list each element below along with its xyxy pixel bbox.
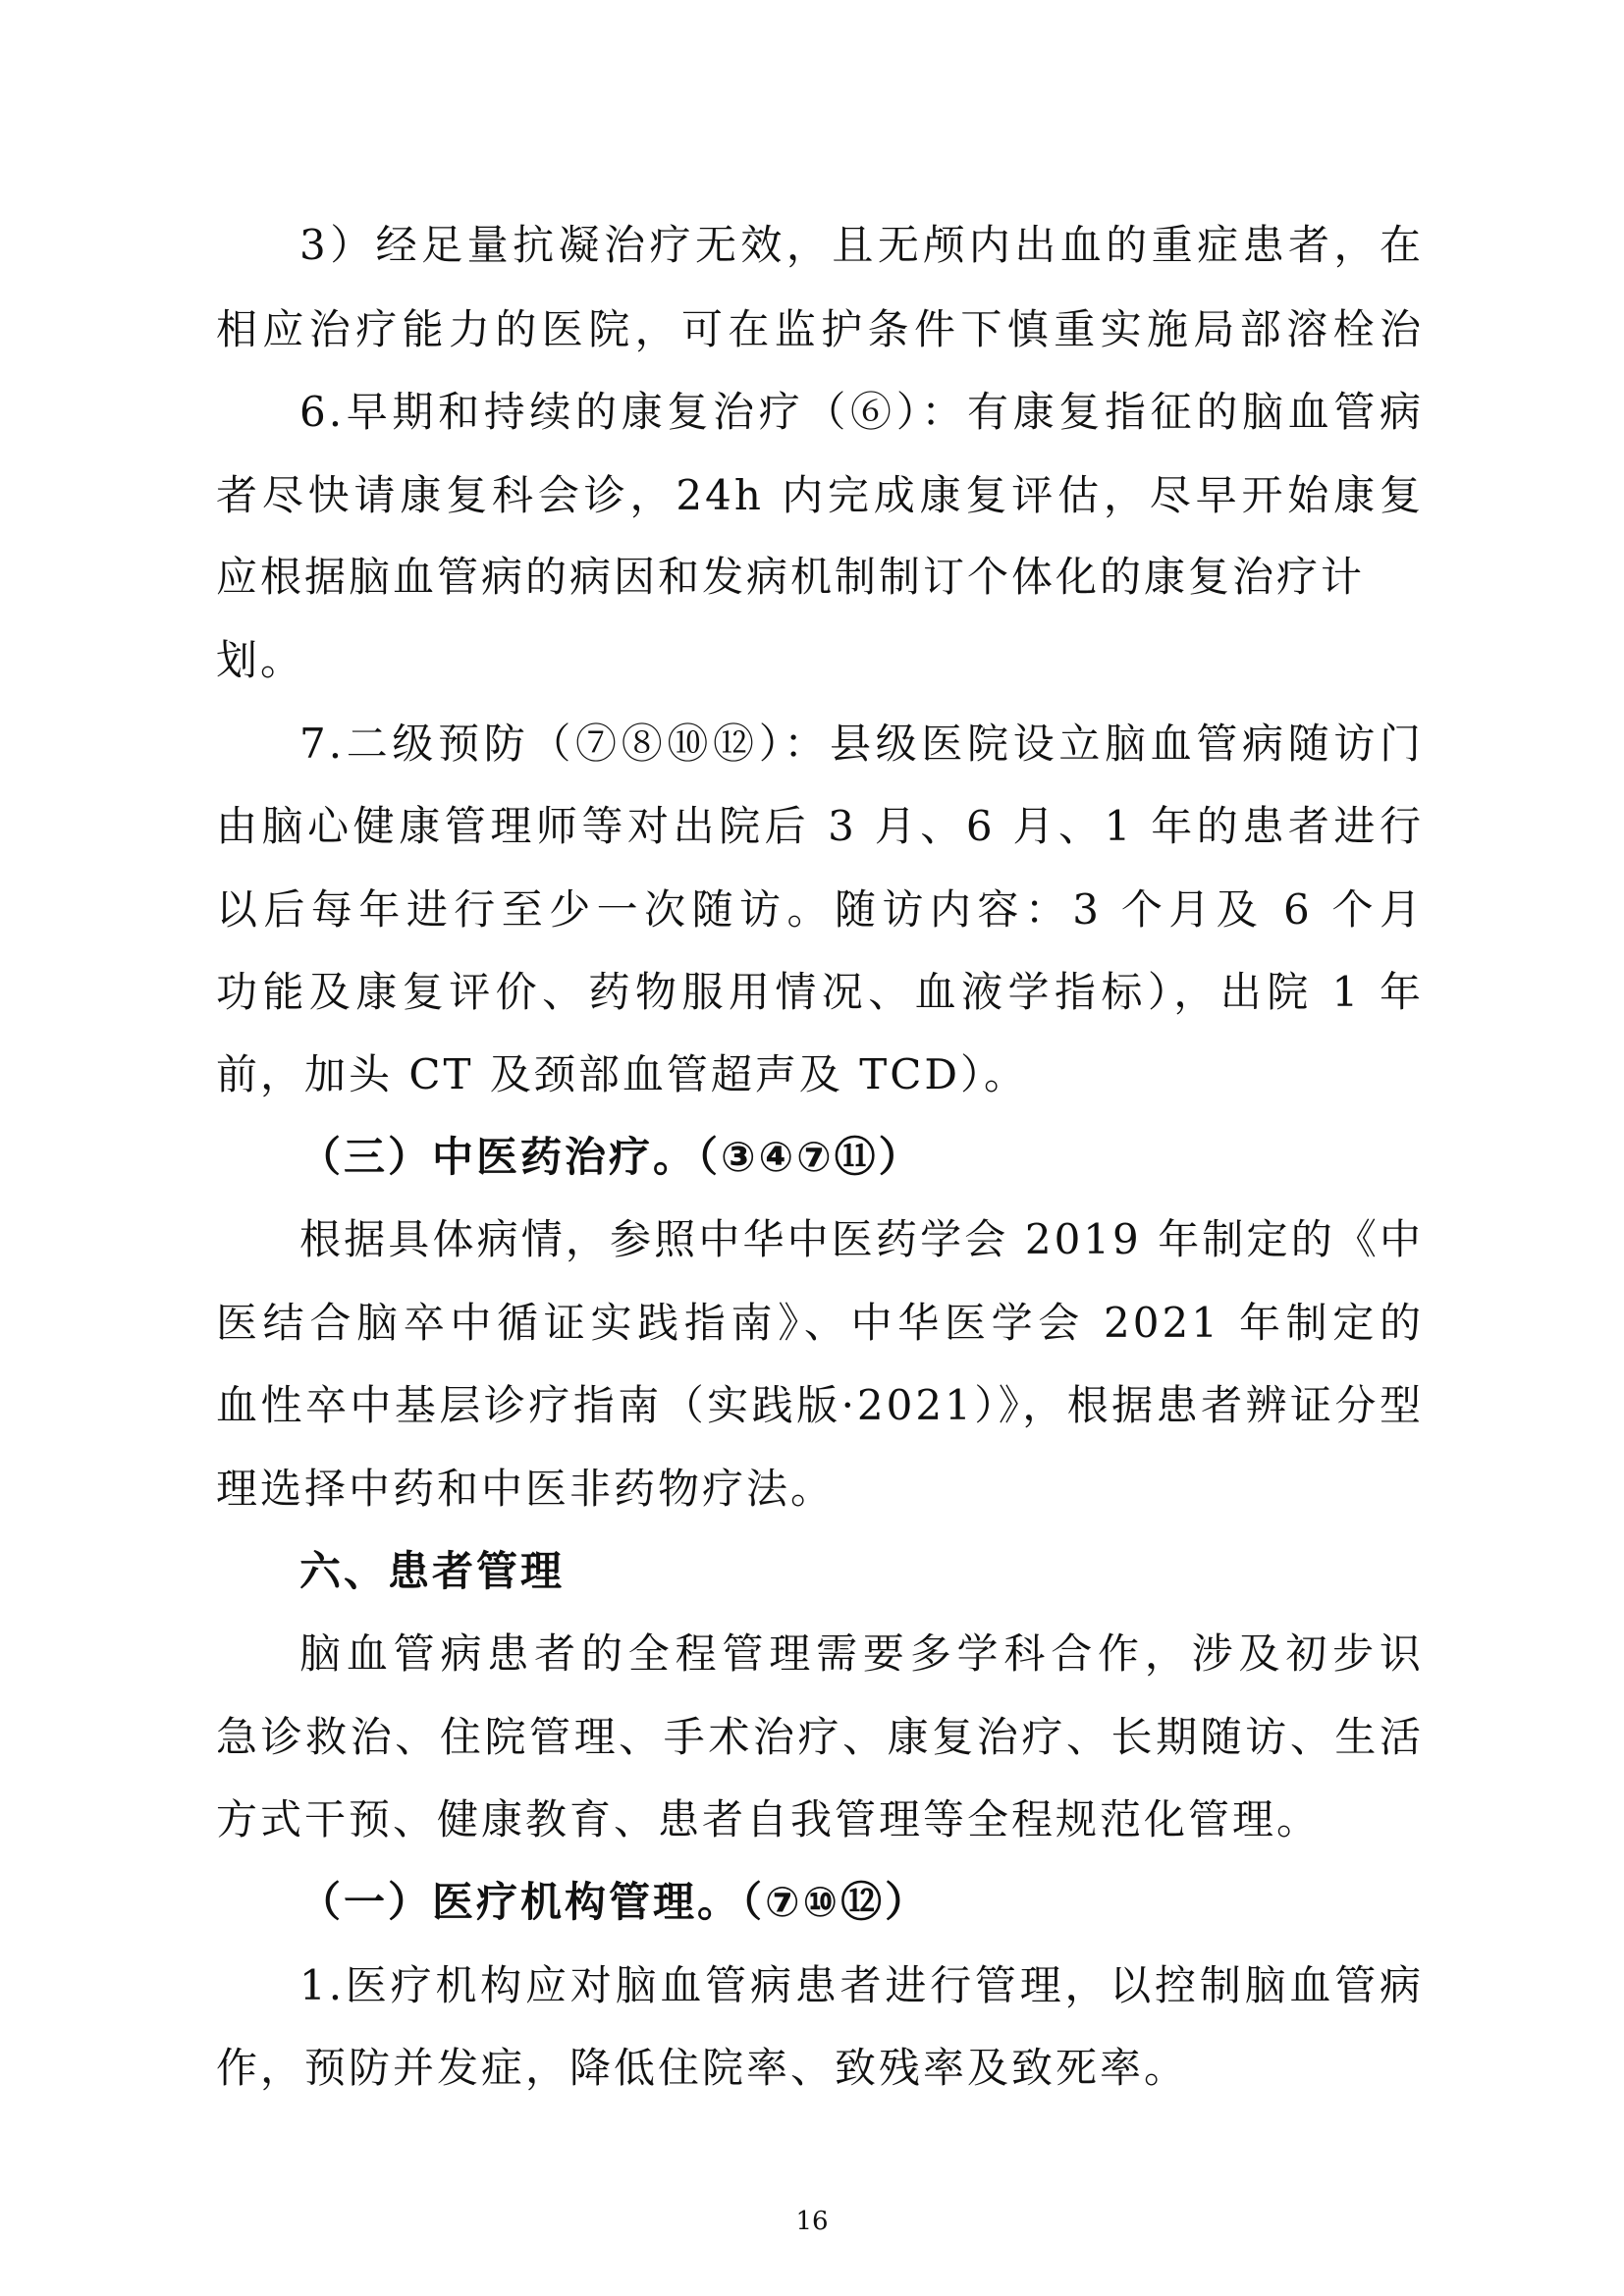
text-line: 脑血管病患者的全程管理需要多学科合作，涉及初步识 [299,1629,1424,1678]
page-number: 16 [795,2207,829,2236]
text-line: 相应治疗能力的医院，可在监护条件下慎重实施局部溶栓治 [216,305,1424,353]
text-line: 急诊救治、住院管理、手术治疗、康复治疗、长期随访、生活 [216,1713,1424,1761]
text-line: 由脑心健康管理师等对出院后 3 月、6 月、1 年的患者进行 [216,802,1424,850]
text-line: 3）经足量抗凝治疗无效，且无颅内出血的重症患者，在 [299,221,1424,269]
section-heading: （一）医疗机构管理。（⑦⑩⑫） [299,1878,930,1926]
text-line: 1.医疗机构应对脑血管病患者进行管理，以控制脑血管病 [299,1961,1424,2009]
text-line: 6.早期和持续的康复治疗（⑥）：有康复指征的脑血管病 [299,388,1424,436]
text-line: 功能及康复评价、药物服用情况、血液学指标），出院 1 年 [216,968,1424,1016]
text-line: 作，预防并发症，降低住院率、致残率及致死率。 [216,2044,1189,2092]
chapter-heading: 六、患者管理 [299,1547,566,1595]
text-line: 医结合脑卒中循证实践指南》、中华医学会 2021 年制定的 [216,1299,1424,1347]
text-line: 者尽快请康复科会诊，24h 内完成康复评估，尽早开始康复 [216,471,1424,519]
text-line: 划。 [216,636,305,684]
text-line: 以后每年进行至少一次随访。随访内容：3 个月及 6 个月 [216,885,1424,934]
text-line: 前，加头 CT 及颈部血管超声及 TCD）。 [216,1050,1029,1098]
text-line: 7.二级预防（⑦⑧⑩⑫）：县级医院设立脑血管病随访门 [299,720,1424,768]
text-line: 应根据脑血管病的病因和发病机制制订个体化的康复治疗计 [216,553,1366,601]
text-line: 方式干预、健康教育、患者自我管理等全程规范化管理。 [216,1795,1322,1843]
text-line: 根据具体病情，参照中华中医药学会 2019 年制定的《中 [299,1215,1424,1263]
text-line: 理选择中药和中医非药物疗法。 [216,1465,836,1513]
section-heading: （三）中医药治疗。（③④⑦⑪） [299,1133,923,1181]
text-line: 血性卒中基层诊疗指南（实践版·2021）》，根据患者辨证分型 [216,1381,1424,1429]
